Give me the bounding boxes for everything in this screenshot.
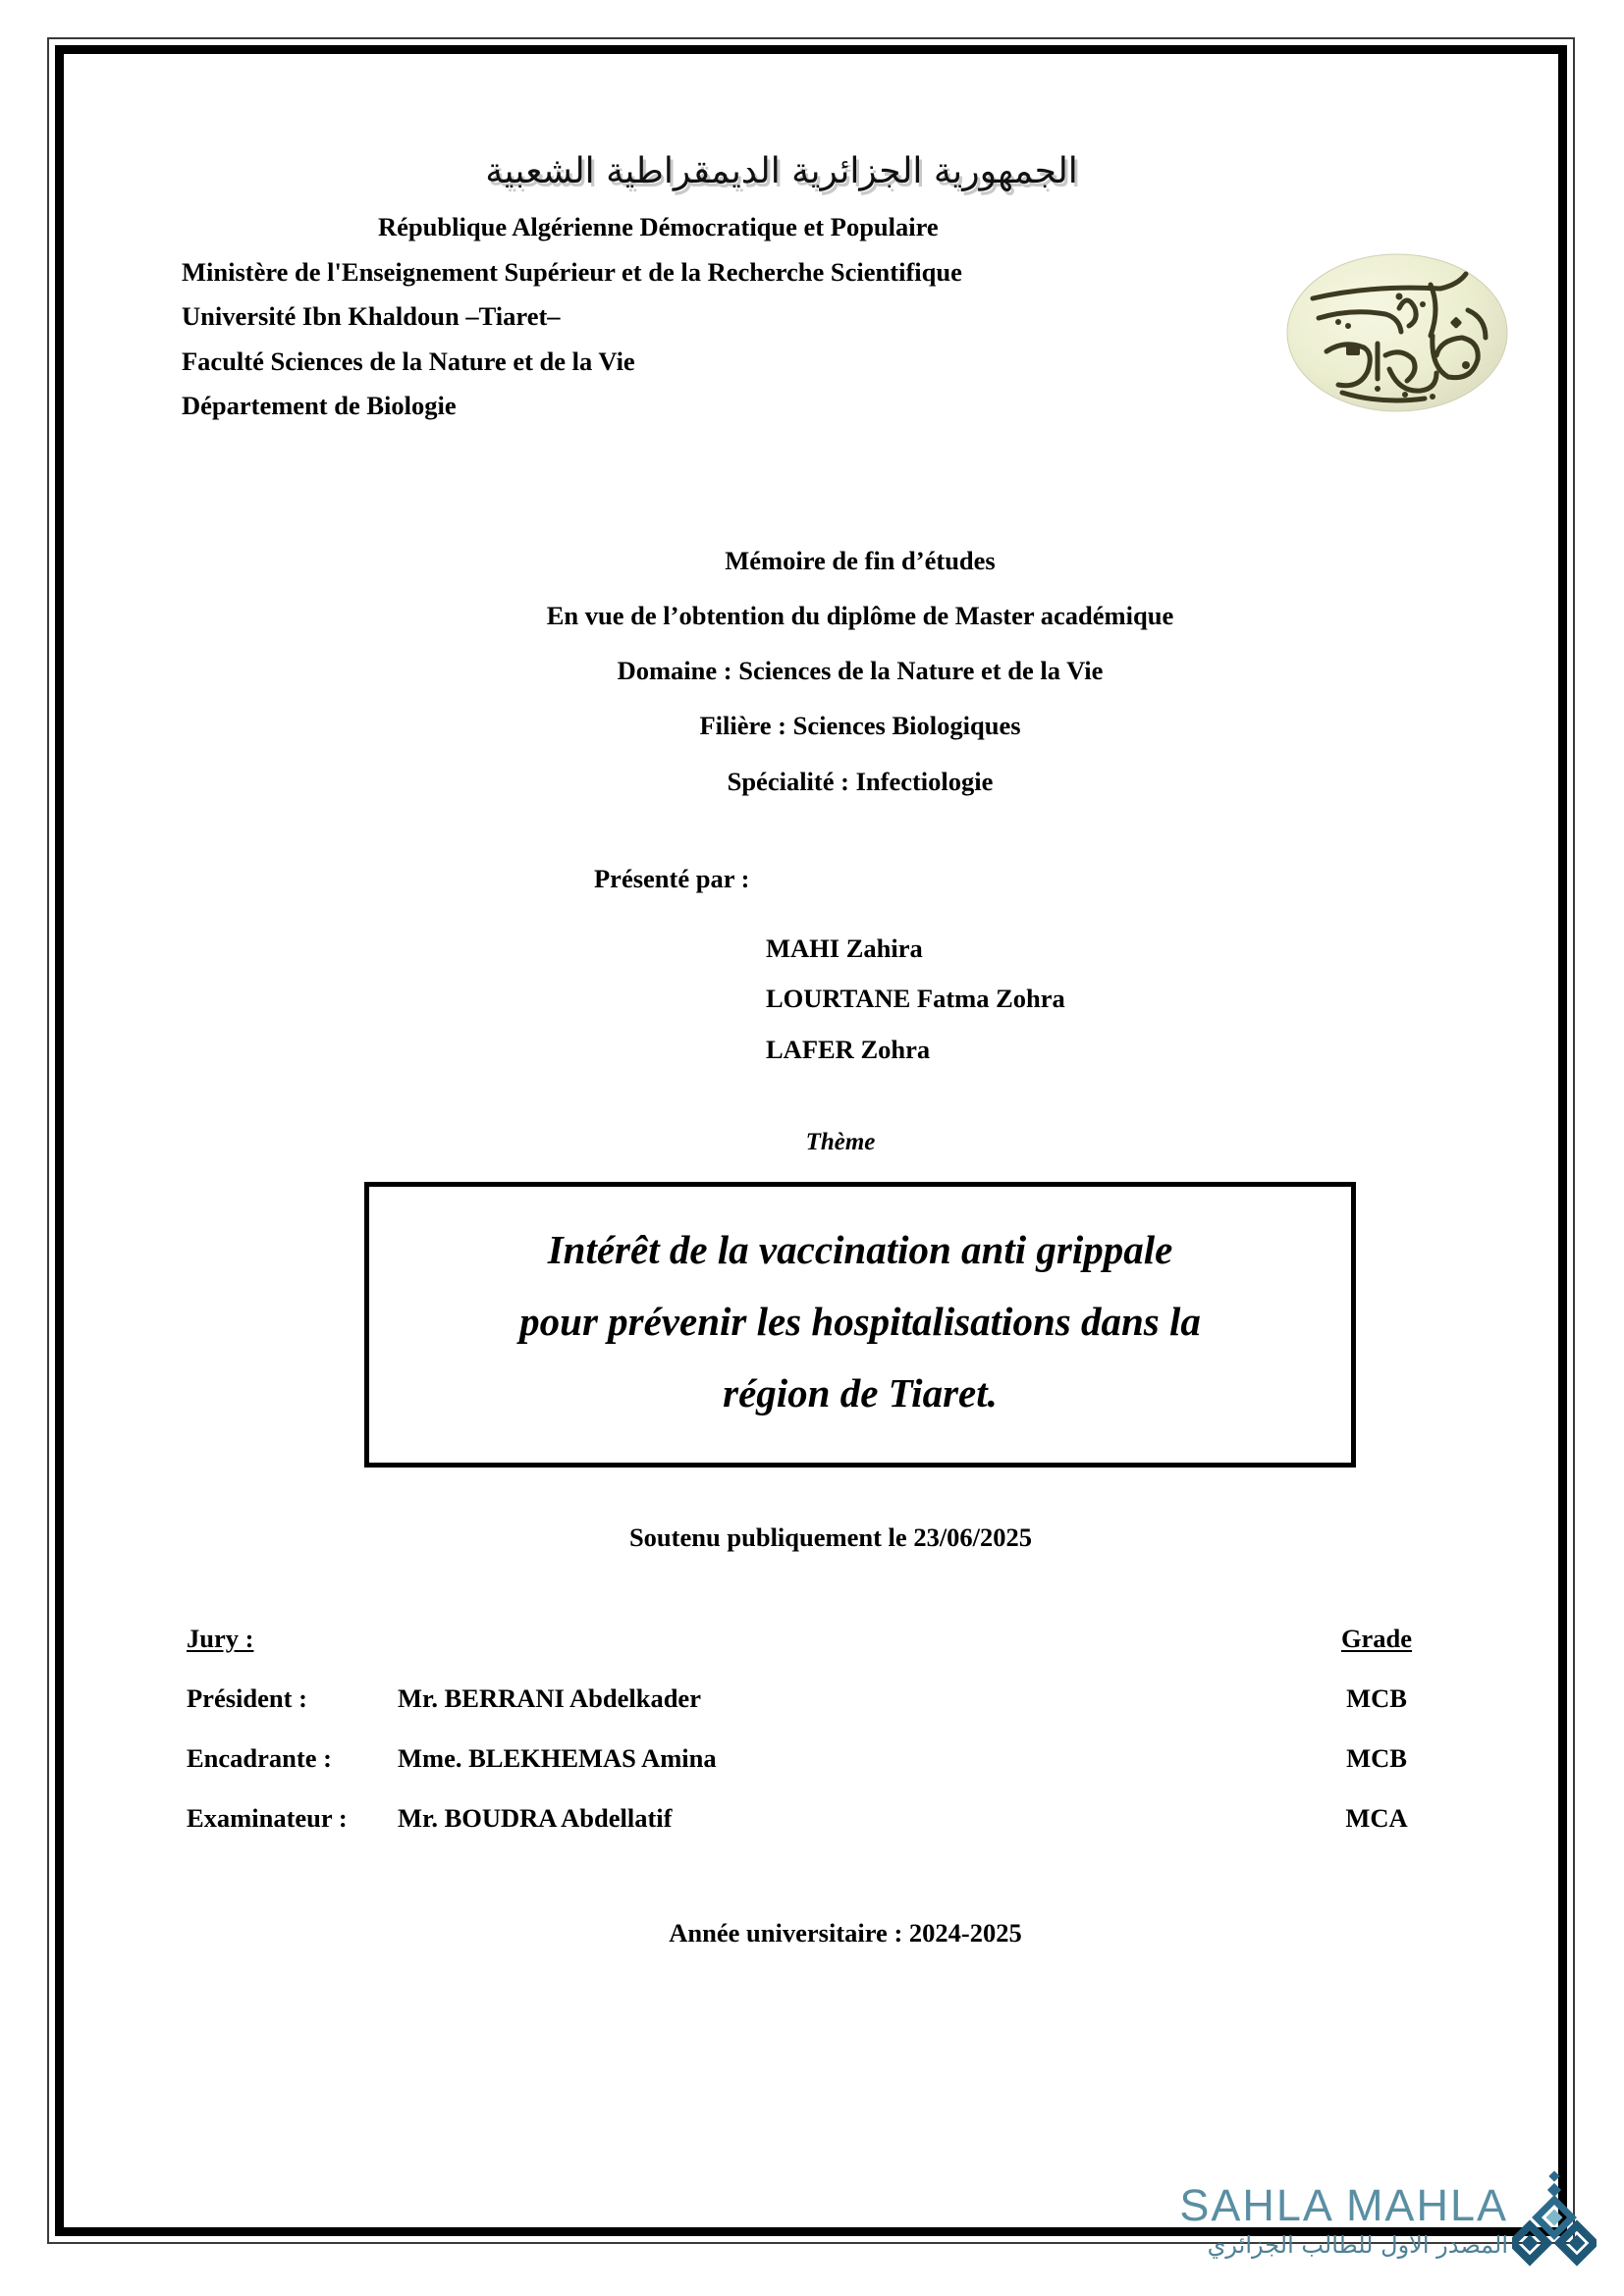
presented-by-label: Présenté par :: [594, 863, 750, 893]
page-outer-border: [47, 37, 1575, 2244]
sahla-mahla-watermark: [1164, 2170, 1597, 2269]
watermark-brand-latin: SAHLA MAHLA: [1179, 2179, 1508, 2230]
student-name: LAFER Zohra: [766, 1035, 931, 1065]
sahla-mahla-diamond-logo-icon: [1512, 2170, 1597, 2269]
student-name: MAHI Zahira: [766, 933, 923, 963]
diploma-line-obtention: En vue de l’obtention du diplôme de Master académique: [546, 601, 1174, 631]
jury-member-grade: MCB: [1346, 1682, 1407, 1713]
watermark-brand-arabic: المصدر الاول للطالب الجزائري: [1207, 2230, 1508, 2259]
thesis-title-line: région de Tiaret.: [723, 1369, 998, 1415]
diploma-line-specialite: Spécialité : Infectiologie: [727, 766, 994, 796]
diploma-line-memoire: Mémoire de fin d’études: [725, 545, 996, 575]
table-row: [187, 1803, 1450, 1834]
presented-by-section: [123, 864, 1597, 1076]
jury-table: [123, 1624, 1597, 1834]
jury-member-name: Mme. BLEKHEMAS Amina: [398, 1742, 717, 1773]
thesis-title-box: [364, 1182, 1356, 1468]
jury-member-name: Mr. BERRANI Abdelkader: [398, 1682, 701, 1713]
header-line-departement: Département de Biologie: [182, 391, 457, 421]
jury-grade-heading: Grade: [1340, 1623, 1413, 1653]
thesis-title-line: pour prévenir les hospitalisations dans la: [519, 1298, 1201, 1344]
table-row: [187, 1743, 1450, 1774]
jury-member-grade: MCB: [1346, 1742, 1407, 1773]
jury-role: Président :: [187, 1682, 307, 1713]
theme-label: Thème: [805, 1128, 876, 1155]
jury-member-name: Mr. BOUDRA Abdellatif: [398, 1802, 673, 1833]
defense-date-value: 23/06/2025: [913, 1522, 1033, 1552]
header-line-republique: République Algérienne Démocratique et Populaire: [378, 212, 939, 241]
watermark-row: [1164, 2170, 1597, 2269]
thesis-title-line: Intérêt de la vaccination anti grippale: [547, 1226, 1173, 1272]
student-name: LOURTANE Fatma Zohra: [766, 984, 1065, 1014]
jury-header-row: [187, 1624, 1450, 1654]
defense-date-prefix: Soutenu publiquement le: [628, 1522, 914, 1552]
cover-page-content: [123, 100, 1597, 2260]
jury-role: Encadrante :: [187, 1742, 332, 1773]
jury-heading: Jury :: [187, 1623, 254, 1653]
header-line-ministere: Ministère de l'Enseignement Supérieur et de la Recherche Scientifique: [182, 256, 962, 287]
jury-role: Examinateur :: [187, 1802, 348, 1833]
header-line-faculte: Faculté Sciences de la Nature et de la Vie: [182, 346, 635, 376]
table-row: [187, 1683, 1450, 1714]
watermark-texts: [1179, 2179, 1508, 2259]
diploma-info: [123, 533, 1597, 809]
header-line-universite: Université Ibn Khaldoun –Tiaret–: [182, 301, 561, 332]
institution-header: [123, 205, 1597, 429]
student-list: [594, 924, 1597, 1076]
arabic-republic-title: الجمهورية الجزائرية الديمقراطية الشعبية: [485, 151, 1078, 191]
diploma-line-domaine: Domaine : Sciences de la Nature et de la Vie: [617, 656, 1104, 686]
defense-date-line: [123, 1522, 1597, 1553]
jury-member-grade: MCA: [1345, 1802, 1408, 1833]
academic-year: Année universitaire : 2024-2025: [669, 1917, 1022, 1948]
diploma-line-filiere: Filière : Sciences Biologiques: [699, 711, 1021, 741]
